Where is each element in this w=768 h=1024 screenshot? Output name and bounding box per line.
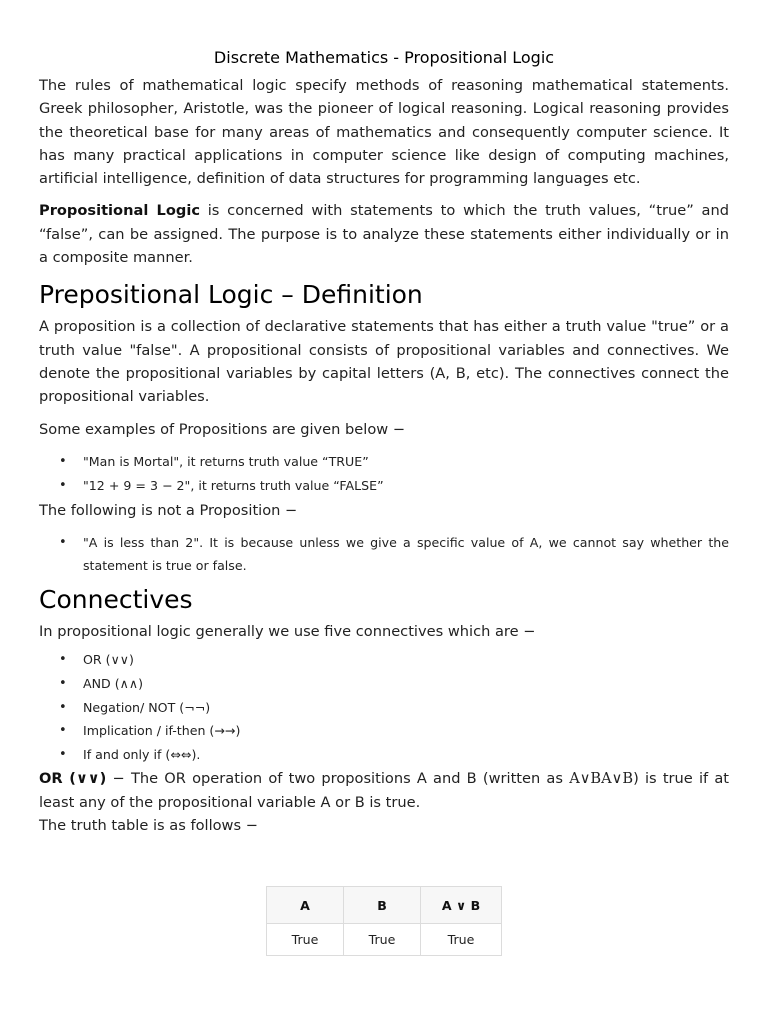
document-title: Discrete Mathematics - Propositional Logic <box>213 48 555 67</box>
intro-paragraph: The rules of mathematical logic specify methods of reasoning mathematical statements. Greek philosopher, Aristotle, was the pioneer of logical reasoning. Logical reasoning provides the theoretical base for many areas of mathematics and consequently computer science. It has many practical applications in computer science like design of computing machines, artificial intelligence, definition of data structures for programming languages etc. <box>39 77 729 188</box>
truth-table <box>266 886 502 956</box>
table-cell: True <box>344 924 421 956</box>
or-paragraph <box>39 767 729 814</box>
list-item: • "Man is Mortal", it returns truth value “TRUE” <box>39 450 729 474</box>
or-description-start: − The OR operation of two propositions A and B (written as <box>106 770 570 788</box>
list-item: • "A is less than 2". It is because unless we give a specific value of A, we cannot say whether the statement is true or false. <box>39 532 729 577</box>
column-header-a-or-b: A ∨ B <box>421 887 502 924</box>
not-proposition-intro: The following is not a Proposition − <box>39 501 298 519</box>
or-term: OR (∨∨) <box>39 770 107 788</box>
list-item: • AND (∧∧) <box>39 672 729 696</box>
propositional-logic-term: Propositional Logic <box>39 202 200 220</box>
definition-heading: Prepositional Logic – Definition <box>39 280 423 310</box>
list-item: • OR (∨∨) <box>39 648 729 672</box>
table-cell: True <box>267 924 344 956</box>
truth-table-intro: The truth table is as follows − <box>39 817 258 835</box>
or-formula: A∨BA∨B <box>569 770 634 788</box>
examples-list <box>39 450 729 498</box>
table-row <box>267 924 502 956</box>
or-description-end: ) is true if at least any of the propositional variable A or B is true. <box>39 770 730 811</box>
propositional-logic-paragraph <box>39 199 729 269</box>
connectives-heading: Connectives <box>39 585 193 615</box>
list-item: • Negation/ NOT (¬¬) <box>39 696 729 720</box>
list-item: • If and only if (⇔⇔). <box>39 743 729 767</box>
document-content <box>39 74 729 837</box>
examples-intro: Some examples of Propositions are given below − <box>39 420 406 438</box>
table-header-row <box>267 887 502 924</box>
list-item: • Implication / if-then (→→) <box>39 719 729 743</box>
connectives-intro: In propositional logic generally we use five connectives which are − <box>39 623 536 641</box>
propositional-logic-text: is concerned with statements to which the truth values, “true” and “false”, can be assigned. The purpose is to analyze these statements either individually or in a composite manner. <box>39 202 729 267</box>
not-proposition-list <box>39 532 729 577</box>
definition-paragraph: A proposition is a collection of declarative statements that has either a truth value "true” or a truth value "false". A propositional consists of propositional variables and connectives. We denote the propositional variables by capital letters (A, B, etc). The connectives connect the propositional variables. <box>39 318 729 406</box>
connectives-list <box>39 648 729 766</box>
column-header-a: A <box>267 887 344 924</box>
table-cell: True <box>421 924 502 956</box>
column-header-b: B <box>344 887 421 924</box>
list-item: • "12 + 9 = 3 − 2", it returns truth value “FALSE” <box>39 474 729 498</box>
